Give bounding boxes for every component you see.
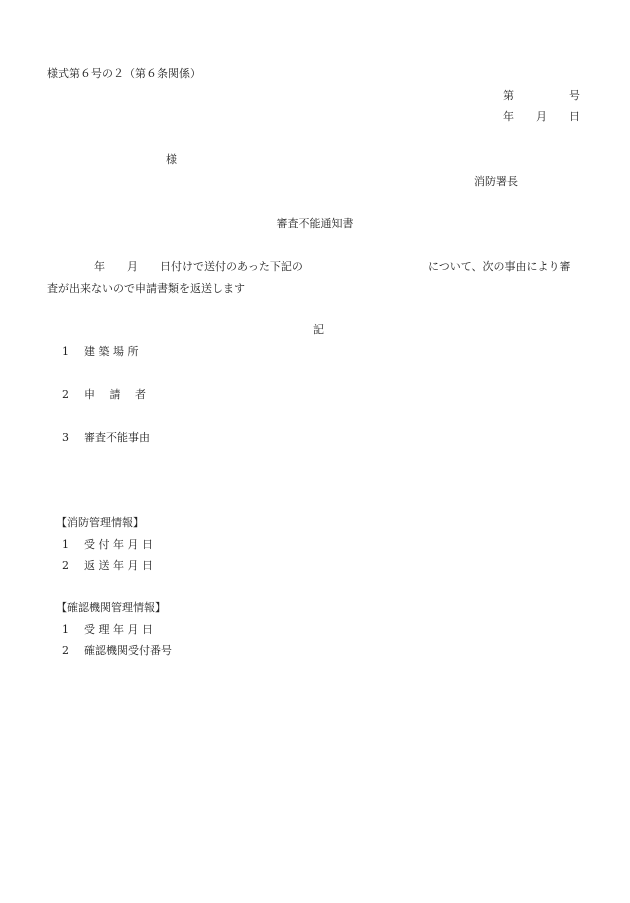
body-line-1-left: 年 月 日付けで送付のあった下記の <box>94 260 303 273</box>
fire-info-row-label: 受 付 年 月 日 <box>84 538 153 551</box>
document-title: 審査不能通知書 <box>276 217 354 230</box>
item-number: 1 <box>62 345 69 358</box>
form-number: 様式第６号の２（第６条関係） <box>47 67 201 80</box>
fire-info-row-number: 1 <box>62 538 69 551</box>
item-number: 3 <box>62 431 69 444</box>
body-line-1-right: について、次の事由により審 <box>428 260 571 273</box>
fire-info-heading: 【消防管理情報】 <box>56 516 144 529</box>
document-number-line: 第 号 <box>503 89 580 102</box>
agency-info-row-label: 受 理 年 月 日 <box>84 623 153 636</box>
agency-info-row-label: 確認機関受付番号 <box>84 644 172 657</box>
addressee-suffix: 様 <box>166 153 177 166</box>
item-label-building-site: 建 築 場 所 <box>84 345 139 358</box>
item-number: 2 <box>62 388 69 401</box>
agency-info-heading: 【確認機関管理情報】 <box>56 601 166 614</box>
body-line-2: 査が出来ないので申請書類を返送します <box>47 282 245 295</box>
item-label-reason: 審査不能事由 <box>84 431 150 444</box>
agency-info-row-number: 2 <box>62 644 69 657</box>
sender-title: 消防署長 <box>474 175 518 188</box>
item-label-applicant: 申 請 者 <box>84 388 146 401</box>
fire-info-row-label: 返 送 年 月 日 <box>84 559 153 572</box>
fire-info-row-number: 2 <box>62 559 69 572</box>
section-marker: 記 <box>313 323 324 336</box>
date-line: 年 月 日 <box>503 110 580 123</box>
agency-info-row-number: 1 <box>62 623 69 636</box>
